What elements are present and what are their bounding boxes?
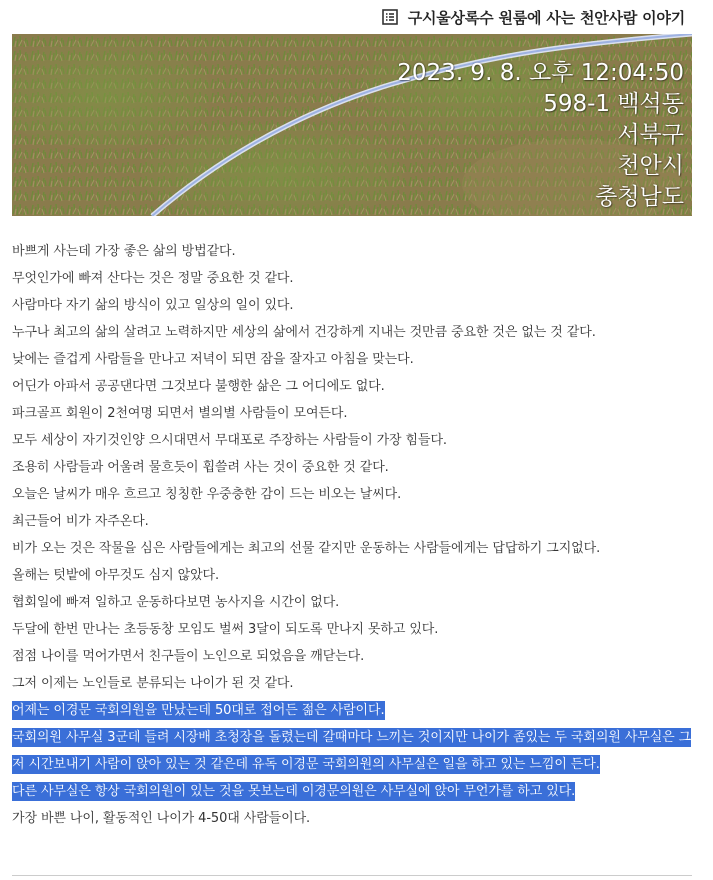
post-body: [12, 238, 702, 832]
post-line: 조용히 사람들과 어울려 물흐듯이 휩쓸려 사는 것이 중요한 것 같다.: [12, 460, 389, 475]
post-line: 누구나 최고의 삶의 살려고 노력하지만 세상의 삶에서 건강하게 지내는 것만큼 중요한 것은 없는 것 같다.: [12, 325, 596, 340]
blog-header: [0, 0, 713, 34]
highlighted-paragraph[interactable]: [12, 724, 702, 778]
divider: [12, 875, 692, 876]
highlighted-paragraph[interactable]: [12, 778, 702, 805]
selected-text[interactable]: 국회의원 사무실 3군데 들려 시장배 초청장을 돌렸는데 갈때마다 느끼는 것이지만 나이가 좀있는 두 국회의원 사무실은 그저 시간보내기 사람이 앉아 있는 것 같은데 유독 이경문 국회의원의 사무실은 일을 하고 있는 느낌이 든다.: [12, 730, 692, 772]
post-line: 올해는 텃밭에 아무것도 심지 않았다.: [12, 568, 220, 583]
post-line: 어딘가 아파서 공공댄다면 그것보다 불행한 삶은 그 어디에도 없다.: [12, 379, 385, 394]
post-line: 낮에는 즐겁게 사람들을 만나고 저녁이 되면 잠을 잘자고 아침을 맞는다.: [12, 352, 414, 367]
post-line: 두달에 한번 만나는 초등동창 모임도 벌써 3달이 되도록 만나지 못하고 있다.: [12, 622, 439, 637]
post-photo: [12, 34, 692, 216]
post-line: 사람마다 자기 삶의 방식이 있고 일상의 일이 있다.: [12, 298, 294, 313]
post-line: 비가 오는 것은 작물을 심은 사람들에게는 최고의 선물 같지만 운동하는 사람들에게는 답답하기 그지없다.: [12, 541, 601, 556]
selected-text[interactable]: 다른 사무실은 항상 국회의원이 있는 것을 못보는데 이경문의원은 사무실에 앉아 무언가를 하고 있다.: [12, 784, 576, 799]
post-line: 오늘은 날씨가 매우 흐르고 칭칭한 우중충한 감이 드는 비오는 날씨다.: [12, 487, 402, 502]
post-line: 그저 이제는 노인들로 분류되는 나이가 된 것 같다.: [12, 676, 294, 691]
selected-text[interactable]: 어제는 이경문 국회의원을 만났는데 50대로 접어든 젊은 사람이다.: [12, 703, 385, 718]
post-line: 무엇인가에 빠져 산다는 것은 정말 중요한 것 같다.: [12, 271, 294, 286]
post-line: 가장 바쁜 나이, 활동적인 나이가 4-50대 사람들이다.: [12, 811, 311, 826]
list-icon[interactable]: [382, 9, 398, 25]
stamp-district: 서북구: [617, 122, 684, 148]
stamp-address: 598-1 백석동: [543, 91, 684, 117]
post-line: 협회일에 빠져 일하고 운동하다보면 농사지을 시간이 없다.: [12, 595, 340, 610]
blog-title[interactable]: 구시울상록수 원룸에 사는 천안사람 이야기: [407, 8, 685, 27]
stamp-province: 충청남도: [595, 184, 684, 210]
stamp-city: 천안시: [617, 153, 684, 179]
post-line: 점점 나이를 먹어가면서 친구들이 노인으로 되었음을 깨닫는다.: [12, 649, 365, 664]
post-line: 최근들어 비가 자주온다.: [12, 514, 149, 529]
post-line: 모두 세상이 자기것인양 으시대면서 무대포로 주장하는 사람들이 가장 힘들다.: [12, 433, 447, 448]
highlighted-paragraph[interactable]: [12, 697, 702, 724]
stamp-datetime: 2023. 9. 8. 오후 12:04:50: [397, 60, 684, 86]
post-line: 바쁘게 사는데 가장 좋은 삶의 방법같다.: [12, 244, 236, 259]
post-line: 파크골프 회원이 2천여명 되면서 별의별 사람들이 모여든다.: [12, 406, 348, 421]
photo-timestamp-stamp: [397, 58, 684, 213]
